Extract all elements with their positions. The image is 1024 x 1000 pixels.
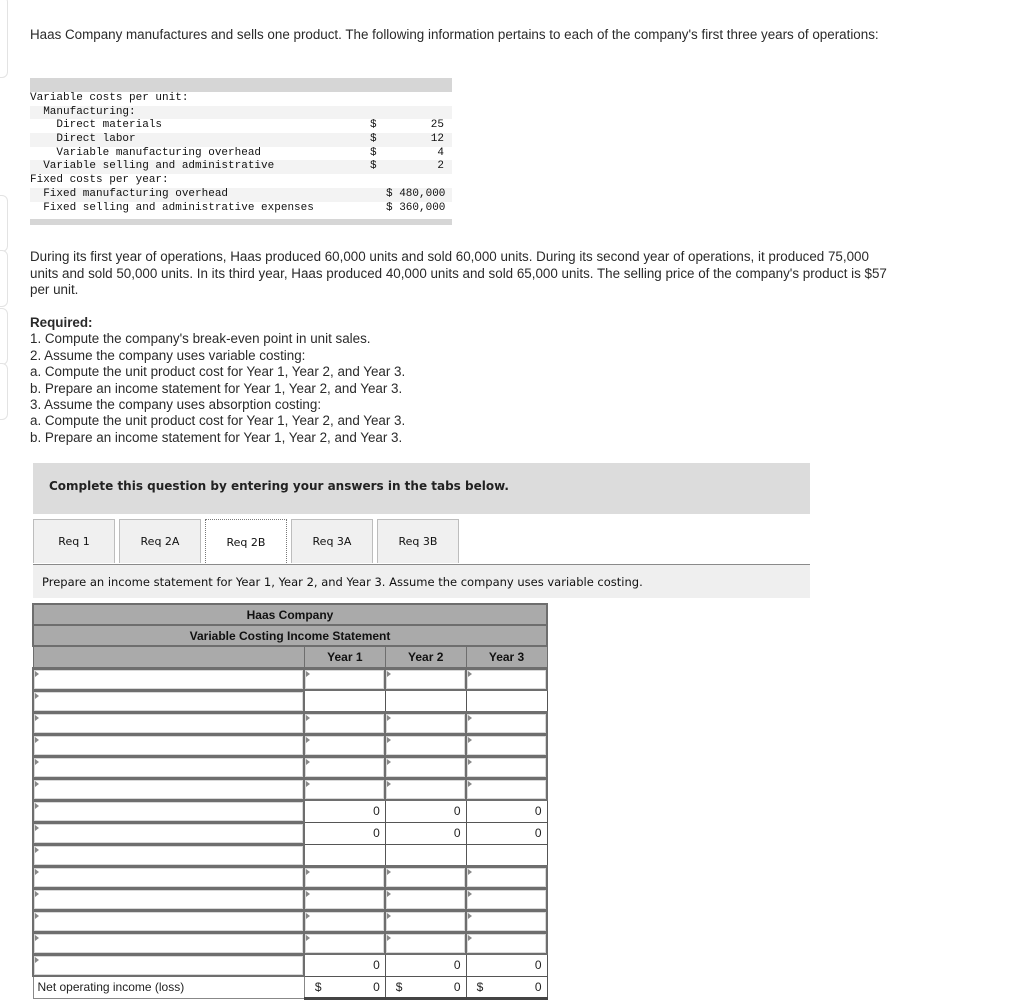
line-item-dropdown[interactable] [33,932,304,954]
table-row [33,778,547,800]
line-item-dropdown[interactable] [33,734,304,756]
cost-label: Direct labor [30,133,136,146]
line-item-dropdown[interactable] [33,910,304,932]
cost-currency: $ [370,146,377,159]
tab-req-2a[interactable]: Req 2A [119,519,201,563]
computed-value-year-2: 0 [385,822,466,844]
amount-input-year-2[interactable] [385,734,466,756]
dollar-sign: $ [314,979,322,994]
cost-amount [386,106,452,120]
computed-value-year-3: 0 [466,822,547,844]
net-income-value: 0 [373,979,380,994]
net-income-value: 0 [453,979,461,994]
tab-req-1[interactable]: Req 1 [33,519,115,563]
column-header-year-2: Year 2 [385,646,466,668]
amount-input-year-3[interactable] [466,866,547,888]
cost-row [30,92,452,106]
table-row [33,910,547,932]
required-section [30,315,405,446]
cost-label: Fixed selling and administrative expenses [30,201,314,214]
table-row [33,866,547,888]
tab-req-3a[interactable]: Req 3A [291,519,373,563]
blank-cell [466,690,547,712]
amount-input-year-2[interactable] [385,668,466,690]
cost-amount: $ 480,000 [386,187,446,200]
amount-input-year-1[interactable] [304,712,385,734]
required-item: a. Compute the unit product cost for Year 1, Year 2, and Year 3. [30,413,406,429]
cost-currency [370,174,386,188]
cost-row [30,119,452,133]
cost-amount [386,92,452,106]
production-paragraph: During its first year of operations, Haas produced 60,000 units and sold 60,000 units. During its second year of operations, it produced 75,000 units and sold 50,000 units. In its third year, Haas produced 40,000 units and sold 65,000 units. The selling price of the company's product is $57 per unit. [30,249,887,297]
net-income-value: 0 [534,979,542,994]
required-item: b. Prepare an income statement for Year 1, Year 2, and Year 3. [30,429,403,445]
table-row [33,954,547,976]
amount-input-year-1[interactable] [304,778,385,800]
line-item-dropdown[interactable] [33,712,304,734]
cost-label: Variable costs per unit: [30,92,189,104]
computed-value-year-1: 0 [304,800,385,822]
line-item-dropdown[interactable] [33,888,304,910]
column-header-year-3: Year 3 [466,646,547,668]
cost-currency [370,188,386,202]
required-item: b. Prepare an income statement for Year 1, Year 2, and Year 3. [30,380,403,396]
side-panel-edge [0,195,8,252]
cost-currency: $ [370,133,377,146]
amount-input-year-1[interactable] [304,910,385,932]
required-item: 1. Compute the company's break-even point in unit sales. [30,331,371,347]
line-item-dropdown[interactable] [33,668,304,690]
table-bottom-bar [30,219,452,225]
cost-amount: 2 [437,160,444,173]
amount-input-year-3[interactable] [466,712,547,734]
amount-input-year-3[interactable] [466,668,547,690]
dollar-sign: $ [476,979,484,994]
table-row [33,822,547,844]
line-item-dropdown[interactable] [33,778,304,800]
tab-req-2b[interactable]: Req 2B [205,519,287,565]
cost-row [30,133,452,147]
statement-company: Haas Company [33,604,547,625]
line-item-dropdown[interactable] [33,690,304,712]
instruction-text: Complete this question by entering your answers in the tabs below. [49,479,509,493]
amount-input-year-2[interactable] [385,888,466,910]
amount-input-year-2[interactable] [385,866,466,888]
cost-amount: 25 [430,119,444,132]
amount-input-year-2[interactable] [385,778,466,800]
cost-currency [370,202,386,216]
cost-row [30,147,452,161]
blank-cell [385,844,466,866]
amount-input-year-3[interactable] [466,734,547,756]
tab-description: Prepare an income statement for Year 1, Year 2, and Year 3. Assume the company uses variable costing. [42,575,643,589]
amount-input-year-3[interactable] [466,888,547,910]
amount-input-year-1[interactable] [304,734,385,756]
instruction-banner [33,463,810,514]
cost-row [30,106,452,120]
required-item: 3. Assume the company uses absorption costing: [30,397,322,413]
table-row [33,932,547,954]
tab-description-bar [33,565,810,598]
line-item-dropdown[interactable] [33,800,304,822]
computed-value-year-3: 0 [466,954,547,976]
cost-amount: 12 [430,133,444,146]
cost-label: Fixed costs per year: [30,174,169,187]
amount-input-year-3[interactable] [466,932,547,954]
amount-input-year-3[interactable] [466,756,547,778]
blank-cell [466,844,547,866]
requirement-tabs [33,519,463,565]
table-row [33,734,547,756]
column-header-year-1: Year 1 [304,646,385,668]
cost-label: Direct materials [30,119,163,132]
computed-value-year-3: 0 [466,800,547,822]
cost-currency: $ [370,119,377,132]
blank-cell [304,844,385,866]
table-row [33,668,547,690]
side-panel-edge [0,308,8,365]
amount-input-year-1[interactable] [304,888,385,910]
amount-input-year-2[interactable] [385,756,466,778]
amount-input-year-1[interactable] [304,932,385,954]
amount-input-year-2[interactable] [385,712,466,734]
cost-amount: 4 [437,146,444,159]
amount-input-year-1[interactable] [304,668,385,690]
table-row [33,844,547,866]
cost-currency: $ [370,160,377,173]
required-item: a. Compute the unit product cost for Year 1, Year 2, and Year 3. [30,364,406,380]
problem-intro: Haas Company manufactures and sells one product. The following information pertains to each of the company's first three years of operations: [30,27,879,42]
table-row [33,888,547,910]
blank-cell [385,690,466,712]
required-item: 2. Assume the company uses variable costing: [30,347,306,363]
cost-amount [386,174,452,188]
side-panel-edge [0,363,8,420]
cost-label: Variable selling and administrative [30,160,275,173]
cost-currency [370,106,386,120]
amount-input-year-2[interactable] [385,932,466,954]
line-item-dropdown[interactable] [33,866,304,888]
amount-input-year-3[interactable] [466,778,547,800]
cost-row [30,160,452,174]
cost-row [30,188,452,202]
cost-amount: $ 360,000 [386,201,446,214]
line-item-dropdown[interactable] [33,822,304,844]
computed-value-year-2: 0 [385,800,466,822]
computed-value-year-1: 0 [304,954,385,976]
dollar-sign: $ [395,979,403,994]
side-panel-edge [0,250,8,307]
side-panel-edge [0,0,8,78]
line-item-dropdown[interactable] [33,756,304,778]
table-row [33,690,547,712]
amount-input-year-2[interactable] [385,910,466,932]
table-row [33,712,547,734]
cost-currency [370,92,386,106]
line-item-dropdown[interactable] [33,844,304,866]
amount-input-year-3[interactable] [466,910,547,932]
computed-value-year-1: 0 [304,822,385,844]
required-heading: Required: [30,315,93,330]
table-row [33,756,547,778]
table-top-bar [30,78,452,92]
cost-data-table [30,78,452,225]
line-item-dropdown[interactable] [33,954,304,976]
cost-row [30,174,452,188]
amount-input-year-1[interactable] [304,756,385,778]
tab-req-3b[interactable]: Req 3B [377,519,459,563]
label-column-header [33,646,304,668]
cost-label: Variable manufacturing overhead [30,146,262,159]
income-statement-table [32,603,548,1000]
cost-rows [30,92,452,215]
cost-label: Fixed manufacturing overhead [30,187,229,200]
blank-cell [304,690,385,712]
amount-input-year-1[interactable] [304,866,385,888]
statement-title: Variable Costing Income Statement [33,625,547,646]
cost-label: Manufacturing: [30,105,136,118]
cost-row [30,202,452,216]
computed-value-year-2: 0 [385,954,466,976]
table-row [33,800,547,822]
net-operating-income-label: Net operating income (loss) [33,976,304,998]
